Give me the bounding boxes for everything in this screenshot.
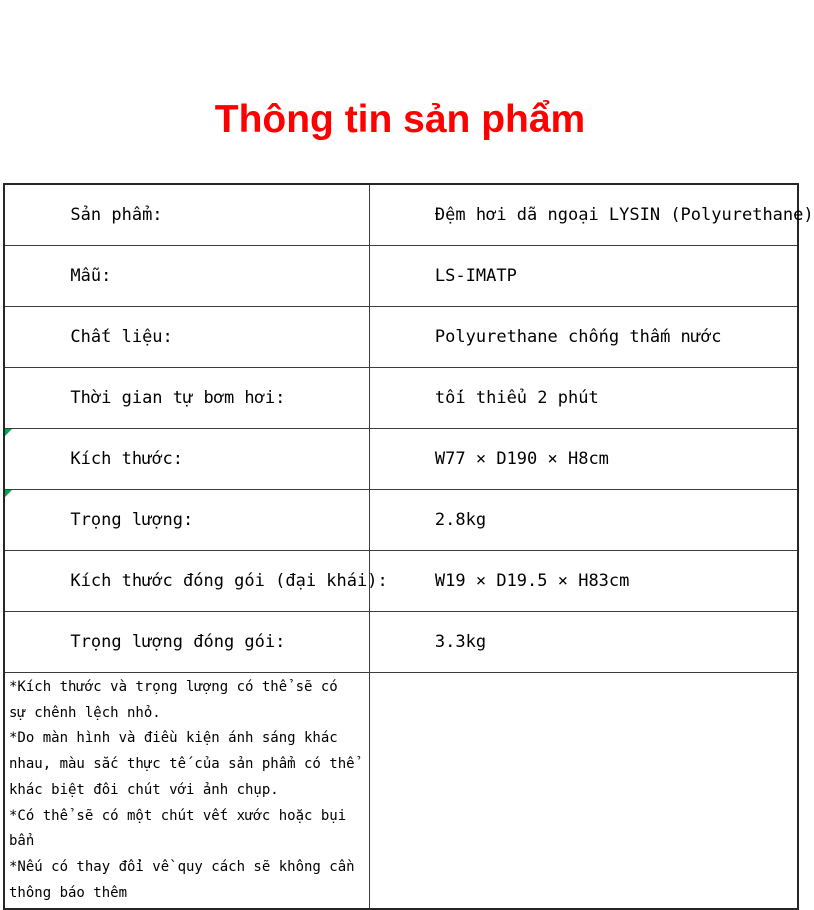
row-label: Trọng lượng: [70,510,194,530]
row-label: Mẫu: [70,266,112,286]
page-title: Thông tin sản phẩm [214,98,586,141]
row-label-cell [4,551,388,612]
row-label-cell [4,612,369,673]
note-item: *Kích thước và trọng lượng có thể sẽ có sự chênh lệch nhỏ. [9,679,338,721]
row-value: LS-IMATP [434,266,517,286]
table-row [4,246,798,307]
row-label: Trọng lượng đóng gói: [70,632,286,652]
table-row [4,551,798,612]
row-value-cell [369,307,798,368]
row-label-cell [4,490,369,551]
note-item: *Có thể sẽ có một chút vết xước hoặc bụi bẩn [9,807,347,850]
product-info-table [3,183,814,910]
notes-empty-cell [369,673,798,910]
row-label-cell [4,246,369,307]
row-value: tối thiểu 2 phút [434,388,599,408]
row-value-cell [369,551,798,612]
table-row [4,612,798,673]
notes-row [4,673,798,910]
row-value-cell [369,429,798,490]
error-indicator-icon [5,490,12,497]
row-label-cell [4,429,369,490]
row-label: Thời gian tự bơm hơi: [70,388,286,408]
row-label-cell [4,368,369,429]
row-value-cell [369,490,798,551]
row-label: Kích thước đóng gói (đại khái): [70,571,388,591]
row-label-cell [4,307,369,368]
row-value: Polyurethane chống thấm nước [434,327,722,347]
row-label: Kích thước: [70,449,184,469]
row-value: 2.8kg [434,510,487,530]
table-row [4,368,798,429]
row-value-cell [369,612,798,673]
row-value-cell [369,246,798,307]
table-row [4,184,798,246]
row-value: Đệm hơi dã ngoại LYSIN (Polyurethane) [434,205,814,225]
row-label-cell [4,184,369,246]
row-value-cell [369,184,814,246]
row-value-cell [369,368,798,429]
product-table-body [4,184,814,909]
note-item: *Do màn hình và điều kiện ánh sáng khác nhau, màu sắc thực tế của sản phẩm có thể khác biệt đôi chút với ảnh chụp. [9,730,355,798]
row-value: 3.3kg [434,632,487,652]
error-indicator-icon [5,429,12,436]
table-row [4,307,798,368]
table-row [4,429,798,490]
notes-cell [4,673,369,910]
row-value: W19 × D19.5 × H83cm [434,571,630,591]
row-label: Sản phẩm: [70,205,163,225]
table-row [4,490,798,551]
row-value: W77 × D190 × H8cm [434,449,609,469]
note-item: *Nếu có thay đổi về quy cách sẽ không cần thông báo thêm [9,858,355,901]
row-label: Chất liệu: [70,327,173,347]
